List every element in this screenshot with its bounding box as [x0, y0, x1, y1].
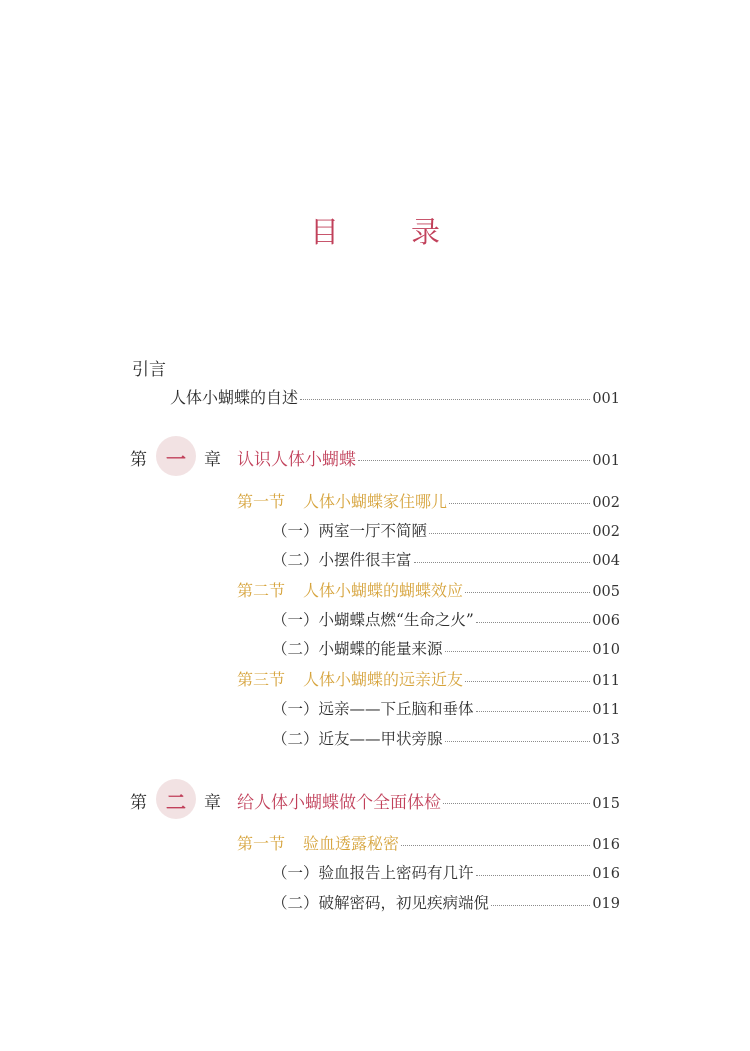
- chapter-2-entry[interactable]: [237, 788, 620, 813]
- toc-title: [0, 210, 750, 251]
- subsection-entry[interactable]: [272, 891, 620, 913]
- subsection-entry[interactable]: [272, 608, 620, 630]
- section-entry[interactable]: [237, 489, 620, 512]
- toc-entry-page: 001: [592, 391, 620, 407]
- subsection-title: （一）两室一厅不简陋: [272, 522, 428, 540]
- toc-title-char-1: 目: [309, 215, 339, 249]
- dot-leader: [445, 651, 591, 652]
- toc-title-char-2: 录: [411, 215, 441, 249]
- section-page: 002: [592, 495, 620, 511]
- subsection-page: 013: [592, 732, 620, 748]
- dot-leader: [465, 681, 590, 682]
- chapter-number: 二: [166, 790, 186, 814]
- section-title: 第一节 人体小蝴蝶家住哪儿: [237, 492, 448, 511]
- subsection-title: （二）近友——甲状旁腺: [272, 730, 443, 748]
- subsection-entry[interactable]: [272, 697, 620, 719]
- subsection-page: 011: [592, 702, 620, 718]
- chapter-number-badge: [156, 436, 196, 476]
- subsection-page: 002: [592, 524, 620, 540]
- dot-leader: [465, 592, 590, 593]
- dot-leader: [476, 622, 590, 623]
- subsection-page: 010: [592, 642, 620, 658]
- intro-heading: 引言: [132, 360, 166, 380]
- subsection-entry[interactable]: [272, 861, 620, 883]
- subsection-entry[interactable]: [272, 548, 620, 570]
- chapter-page: 015: [592, 796, 620, 812]
- section-entry[interactable]: [237, 667, 620, 690]
- section-entry[interactable]: [237, 831, 620, 854]
- chapter-di: 第: [130, 793, 147, 813]
- toc-entry-title: 人体小蝴蝶的自述: [170, 388, 299, 407]
- chapter-page: 001: [592, 453, 620, 469]
- subsection-page: 016: [592, 866, 620, 882]
- toc-entry-intro[interactable]: [170, 385, 620, 408]
- chapter-number: 一: [166, 447, 186, 471]
- chapter-title: 认识人体小蝴蝶: [237, 450, 356, 470]
- dot-leader: [449, 503, 590, 504]
- subsection-page: 004: [592, 553, 620, 569]
- section-page: 016: [592, 837, 620, 853]
- subsection-title: （一）远亲——下丘脑和垂体: [272, 700, 474, 718]
- section-title: 第三节 人体小蝴蝶的远亲近友: [237, 670, 464, 689]
- section-title: 第一节 验血透露秘密: [237, 834, 400, 853]
- section-page: 011: [592, 673, 620, 689]
- subsection-title: （二）破解密码，初见疾病端倪: [272, 894, 490, 912]
- subsection-entry[interactable]: [272, 727, 620, 749]
- chapter-number-badge: [156, 779, 196, 819]
- subsection-page: 006: [592, 613, 620, 629]
- dot-leader: [401, 845, 590, 846]
- subsection-title: （一）小蝴蝶点燃“生命之火”: [272, 611, 474, 629]
- subsection-title: （二）小蝴蝶的能量来源: [272, 640, 443, 658]
- chapter-zhang: 章: [204, 450, 221, 470]
- dot-leader: [476, 711, 591, 712]
- section-title: 第二节 人体小蝴蝶的蝴蝶效应: [237, 581, 464, 600]
- dot-leader: [358, 460, 590, 461]
- section-entry[interactable]: [237, 578, 620, 601]
- subsection-entry[interactable]: [272, 519, 620, 541]
- subsection-page: 019: [592, 896, 620, 912]
- dot-leader: [300, 399, 590, 400]
- chapter-title: 给人体小蝴蝶做个全面体检: [237, 793, 441, 813]
- dot-leader: [476, 875, 591, 876]
- dot-leader: [429, 533, 590, 534]
- chapter-di: 第: [130, 450, 147, 470]
- dot-leader: [445, 741, 591, 742]
- subsection-title: （二）小摆件很丰富: [272, 551, 412, 569]
- chapter-1-entry[interactable]: [237, 445, 620, 470]
- subsection-title: （一）验血报告上密码有几许: [272, 864, 474, 882]
- dot-leader: [443, 803, 590, 804]
- dot-leader: [491, 905, 590, 906]
- section-page: 005: [592, 584, 620, 600]
- subsection-entry[interactable]: [272, 637, 620, 659]
- dot-leader: [414, 562, 591, 563]
- chapter-zhang: 章: [204, 793, 221, 813]
